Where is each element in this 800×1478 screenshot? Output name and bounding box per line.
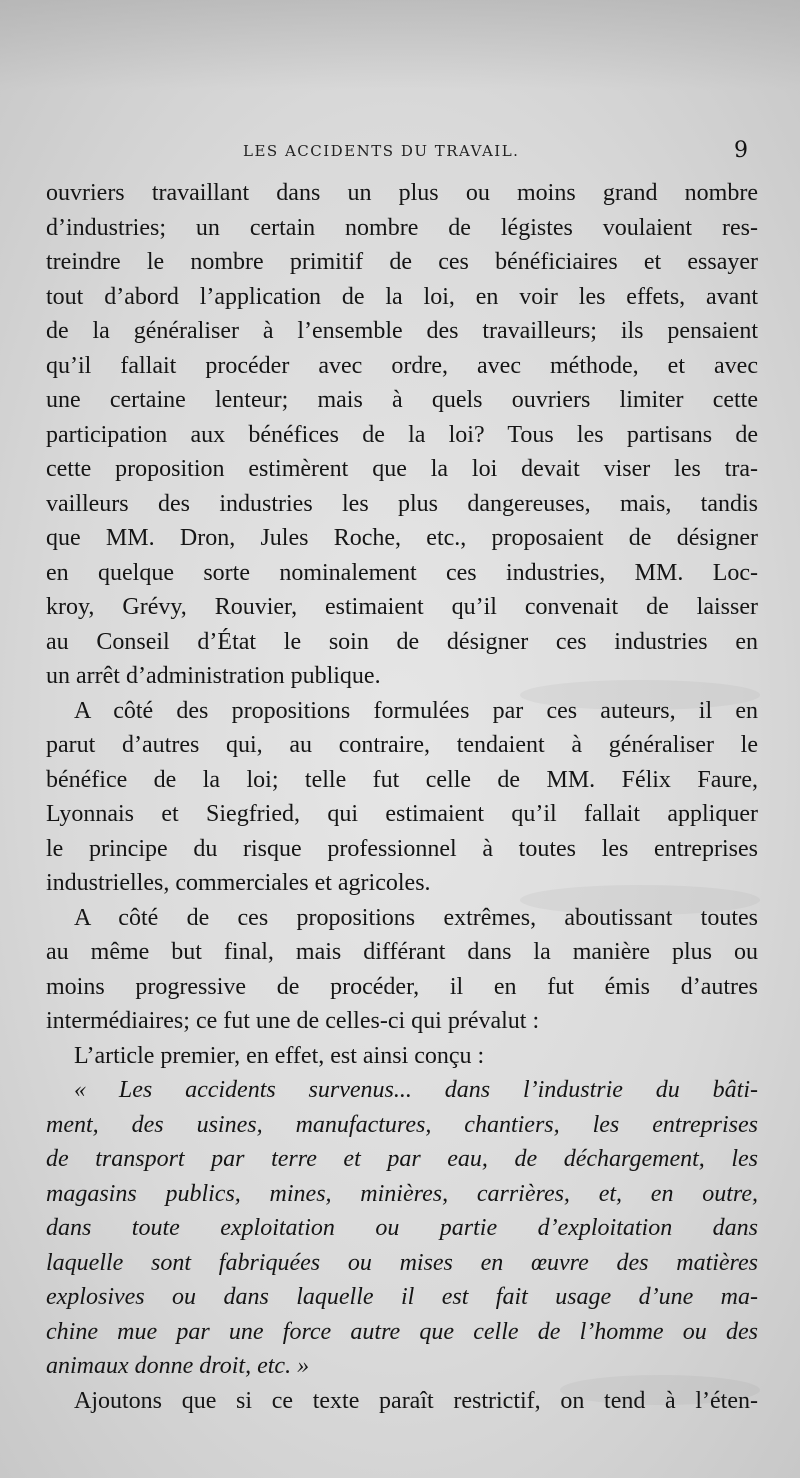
text-line: vailleurs des industries les plus dangereuses, mais, tandis bbox=[46, 490, 758, 517]
quoted-text-line: magasins publics, mines, minières, carrières, et, en outre, bbox=[46, 1180, 758, 1207]
text-line: ouvriers travaillant dans un plus ou moins grand nombre bbox=[46, 180, 758, 206]
text-line: de la généraliser à l’ensemble des travailleurs; ils pensaient bbox=[46, 318, 758, 344]
text-line: industrielles, commerciales et agricoles. bbox=[46, 870, 431, 896]
quoted-text-line: chine mue par une force autre que celle de l’homme ou des bbox=[46, 1318, 758, 1345]
text-line: que MM. Dron, Jules Roche, etc., proposaient de désigner bbox=[46, 525, 758, 551]
quoted-text-line: « Les accidents survenus... dans l’industrie du bâti- bbox=[74, 1077, 758, 1103]
text-line: tout d’abord l’application de la loi, en voir les effets, avant bbox=[46, 283, 758, 310]
text-line: d’industries; un certain nombre de légistes voulaient res- bbox=[46, 214, 758, 241]
body-text bbox=[46, 176, 758, 1418]
text-line: L’article premier, en effet, est ainsi conçu : bbox=[74, 1042, 485, 1069]
text-line: Lyonnais et Siegfried, qui estimaient qu’il fallait appliquer bbox=[46, 801, 758, 827]
text-line: parut d’autres qui, au contraire, tendaient à généraliser le bbox=[46, 732, 758, 758]
text-line: bénéfice de la loi; telle fut celle de MM. Félix Faure, bbox=[46, 766, 758, 793]
text-line: treindre le nombre primitif de ces bénéficiaires et essayer bbox=[46, 249, 758, 275]
text-line: moins progressive de procéder, il en fut émis d’autres bbox=[46, 973, 758, 1000]
text-line: une certaine lenteur; mais à quels ouvriers limiter cette bbox=[46, 387, 758, 413]
quoted-text-line: ment, des usines, manufactures, chantiers, les entreprises bbox=[46, 1111, 758, 1138]
text-line: en quelque sorte nominalement ces industries, MM. Loc- bbox=[46, 559, 758, 586]
page-header bbox=[0, 138, 800, 168]
text-line: qu’il fallait procéder avec ordre, avec méthode, et avec bbox=[46, 352, 758, 379]
text-line: le principe du risque professionnel à toutes les entreprises bbox=[46, 835, 758, 862]
text-line: A côté des propositions formulées par ces auteurs, il en bbox=[74, 697, 758, 724]
text-line: A côté de ces propositions extrêmes, aboutissant toutes bbox=[74, 904, 758, 931]
quoted-text-line: animaux donne droit, etc. » bbox=[46, 1353, 310, 1379]
text-line: Ajoutons que si ce texte paraît restrictif, on tend à l’éten- bbox=[74, 1387, 758, 1414]
text-line: au même but final, mais différant dans la manière plus ou bbox=[46, 939, 758, 965]
quoted-text-line: dans toute exploitation ou partie d’exploitation dans bbox=[46, 1215, 758, 1241]
quoted-text-line: de transport par terre et par eau, de déchargement, les bbox=[46, 1146, 758, 1172]
text-line: au Conseil d’État le soin de désigner ces industries en bbox=[46, 628, 758, 655]
running-title: LES ACCIDENTS DU TRAVAIL. bbox=[243, 142, 520, 160]
text-line: participation aux bénéfices de la loi? Tous les partisans de bbox=[46, 421, 758, 448]
text-line: un arrêt d’administration publique. bbox=[46, 663, 381, 689]
quoted-text-line: explosives ou dans laquelle il est fait usage d’une ma- bbox=[46, 1284, 758, 1310]
text-line: intermédiaires; ce fut une de celles-ci qui prévalut : bbox=[46, 1008, 540, 1034]
quoted-text-line: laquelle sont fabriquées ou mises en œuvre des matières bbox=[46, 1249, 758, 1276]
page-number: 9 bbox=[734, 138, 748, 163]
text-line: cette proposition estimèrent que la loi devait viser les tra- bbox=[46, 456, 758, 482]
text-line: kroy, Grévy, Rouvier, estimaient qu’il convenait de laisser bbox=[46, 594, 758, 620]
